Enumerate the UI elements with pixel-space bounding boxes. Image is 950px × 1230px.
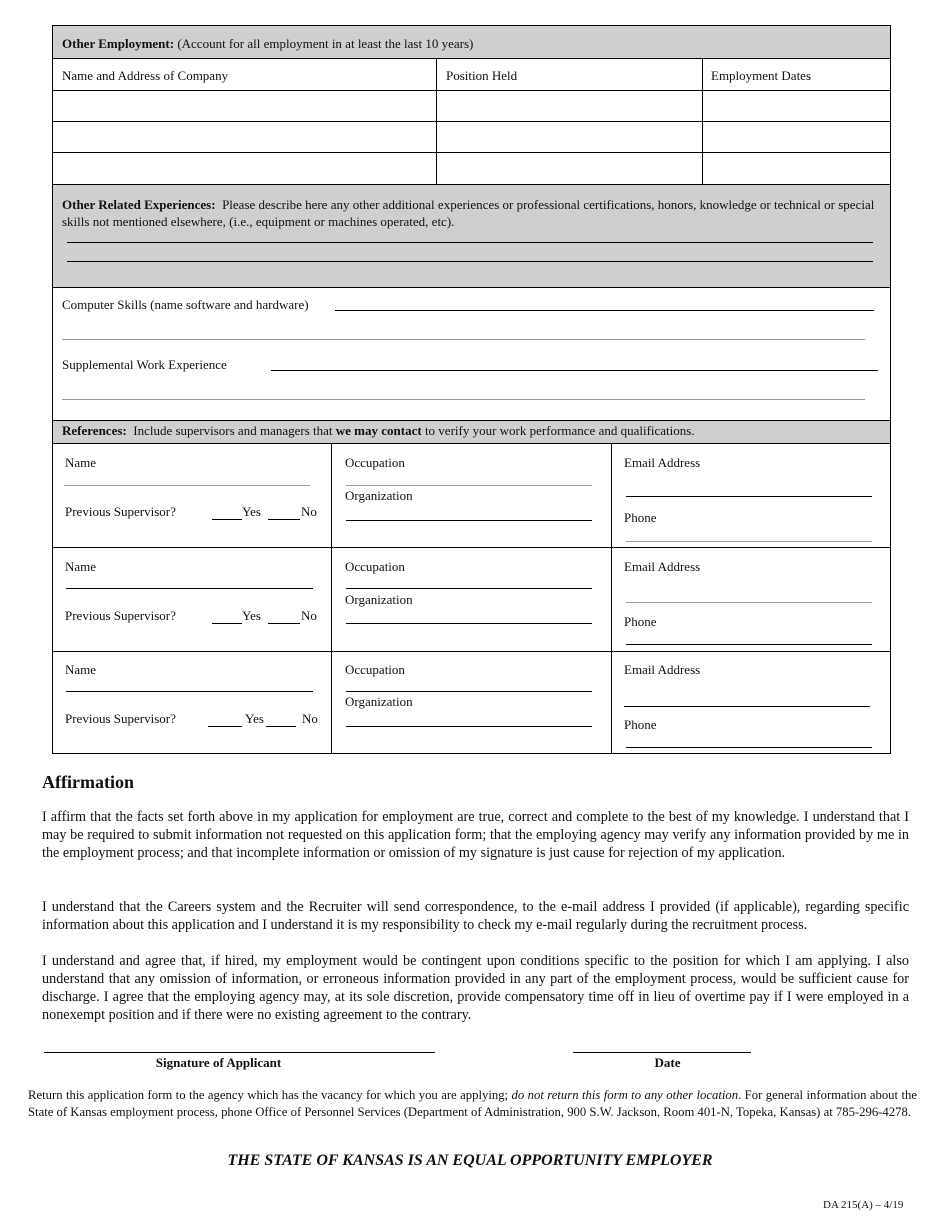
related-line-1[interactable] bbox=[67, 242, 873, 243]
ref-no-line[interactable] bbox=[268, 519, 300, 520]
affirmation-heading: Affirmation bbox=[42, 772, 134, 792]
ref-organization-line[interactable] bbox=[346, 726, 592, 727]
computer-skills-line-2[interactable] bbox=[62, 339, 865, 340]
ref-yes-label: Yes bbox=[242, 504, 261, 519]
ref-yes-line[interactable] bbox=[212, 623, 242, 624]
col-dates-header: Employment Dates bbox=[711, 68, 812, 83]
employment-row-2-input[interactable] bbox=[53, 122, 436, 151]
computer-skills-line[interactable] bbox=[335, 310, 874, 311]
ref-no-label: No bbox=[302, 711, 318, 726]
signature-label: Signature of Applicant bbox=[155, 1055, 282, 1070]
date-line[interactable] bbox=[573, 1052, 751, 1053]
ref-phone-label: Phone bbox=[624, 614, 657, 629]
ref-occupation-label: Occupation bbox=[345, 662, 405, 677]
ref-name-label: Name bbox=[65, 455, 97, 470]
form-id: DA 215(A) – 4/19 bbox=[823, 1199, 904, 1211]
ref-prev-supervisor-label: Previous Supervisor? bbox=[65, 711, 176, 726]
ref-prev-supervisor-label: Previous Supervisor? bbox=[65, 504, 176, 519]
ref-email-line[interactable] bbox=[626, 602, 872, 603]
ref-name-label: Name bbox=[65, 662, 97, 677]
ref-occupation-label: Occupation bbox=[345, 455, 405, 470]
supplemental-line-2[interactable] bbox=[62, 399, 865, 400]
ref-email-label: Email Address bbox=[624, 662, 701, 677]
ref-name-line[interactable] bbox=[64, 485, 310, 486]
ref-email-label: Email Address bbox=[624, 559, 701, 574]
ref-name-line[interactable] bbox=[66, 691, 313, 692]
ref-organization-label: Organization bbox=[345, 694, 413, 709]
ref-no-line[interactable] bbox=[268, 623, 300, 624]
employment-row-1-input[interactable] bbox=[53, 91, 436, 120]
col-position-header: Position Held bbox=[446, 68, 518, 83]
ref-no-label: No bbox=[301, 504, 317, 519]
ref-organization-line[interactable] bbox=[346, 520, 592, 521]
ref-phone-label: Phone bbox=[624, 510, 657, 525]
computer-skills-label: Computer Skills (name software and hardware) bbox=[62, 297, 309, 312]
ref-organization-label: Organization bbox=[345, 488, 413, 503]
affirmation-paragraph-2: I understand that the Careers system and the Recruiter will send correspondence, to the e-mail address I provided (if applicable), regarding specific information about this application and I understand it is my responsibility to check my e-mail regularly during the recruitment process. bbox=[42, 899, 909, 933]
related-line-2[interactable] bbox=[67, 261, 873, 262]
ref-yes-line[interactable] bbox=[208, 726, 242, 727]
date-label: Date bbox=[654, 1055, 681, 1070]
ref-email-label: Email Address bbox=[624, 455, 701, 470]
affirmation-paragraph-3: I understand and agree that, if hired, my employment would be contingent upon conditions specific to the position for which I am applying. I also understand that any omission of information, or erroneous information provided in any part of the employment process, would be sufficient cause for discharge. I agree that the employing agency may, at its sole discretion, provide compensatory time off in lieu of overtime pay if I were employed in a nonexempt position and if there were no existing agreement to the contrary. bbox=[42, 953, 909, 1023]
supplemental-label: Supplemental Work Experience bbox=[62, 357, 227, 372]
ref-no-label: No bbox=[301, 608, 317, 623]
ref-name-label: Name bbox=[65, 559, 97, 574]
ref-no-line[interactable] bbox=[266, 726, 296, 727]
ref-occupation-label: Occupation bbox=[345, 559, 405, 574]
ref-organization-label: Organization bbox=[345, 592, 413, 607]
ref-phone-line[interactable] bbox=[626, 644, 872, 645]
ref-prev-supervisor-label: Previous Supervisor? bbox=[65, 608, 176, 623]
affirmation-paragraph-1: I affirm that the facts set forth above in my application for employment are true, correct and complete to the best of my knowledge. I understand that I may be required to submit information not requested on this application form; that the employing agency may verify any information provided by me in the employment process; and that incomplete information or omission of my signature is just cause for rejection of my application. bbox=[42, 809, 909, 861]
ref-phone-line[interactable] bbox=[626, 541, 872, 542]
ref-yes-label: Yes bbox=[245, 711, 264, 726]
ref-occupation-line[interactable] bbox=[346, 588, 592, 589]
ref-yes-label: Yes bbox=[242, 608, 261, 623]
signature-line[interactable] bbox=[44, 1052, 435, 1053]
ref-occupation-line[interactable] bbox=[346, 691, 592, 692]
return-instructions: Return this application form to the agency which has the vacancy for which you are applying; do not return this form to any other location. For general information about the State of Kansas employment process, phone Office of Personnel Services (Department of Administration, 900 S.W. Jackson, Room 401-N, Topeka, Kansas) at 785-296-4278. bbox=[28, 1088, 917, 1119]
ref-occupation-line[interactable] bbox=[346, 485, 592, 486]
ref-organization-line[interactable] bbox=[346, 623, 592, 624]
ref-name-line[interactable] bbox=[66, 588, 313, 589]
employment-title: Other Employment: (Account for all employment in at least the last 10 years) bbox=[62, 36, 474, 51]
employment-row-3-input[interactable] bbox=[53, 153, 436, 184]
ref-phone-line[interactable] bbox=[626, 747, 872, 748]
ref-yes-line[interactable] bbox=[212, 519, 242, 520]
ref-email-line[interactable] bbox=[624, 706, 870, 707]
ref-email-line[interactable] bbox=[626, 496, 872, 497]
equal-opportunity-statement: THE STATE OF KANSAS IS AN EQUAL OPPORTUNITY EMPLOYER bbox=[227, 1152, 713, 1169]
references-text: References: Include supervisors and managers that we may contact to verify your work performance and qualifications. bbox=[62, 423, 695, 438]
ref-phone-label: Phone bbox=[624, 717, 657, 732]
supplemental-line[interactable] bbox=[271, 370, 878, 371]
col-company-header: Name and Address of Company bbox=[62, 68, 229, 83]
references-table bbox=[52, 443, 891, 754]
related-experiences-text: Other Related Experiences: Please describe here any other additional experiences or professional certifications, honors, knowledge or technical or special skills not mentioned elsewhere, (i.e., equipment or machines operated, etc). bbox=[62, 197, 875, 229]
